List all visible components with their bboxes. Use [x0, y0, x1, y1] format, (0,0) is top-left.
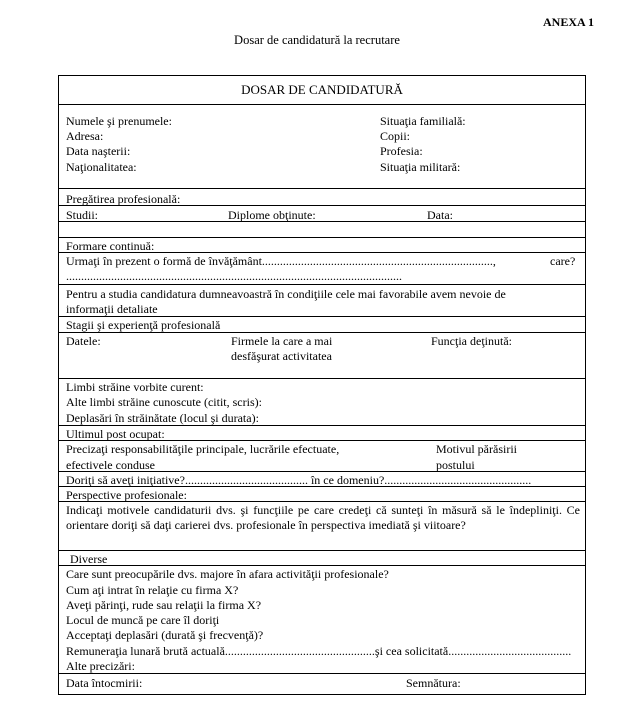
info-note-line1: Pentru a studia candidatura dumneavoastră în condiţiile cele mai favorabile avem nevoie de [66, 287, 506, 301]
field-birth-date: Data naşterii: [66, 144, 131, 158]
divider [59, 565, 585, 566]
divider [59, 550, 585, 551]
divider [59, 237, 585, 238]
field-address: Adresa: [66, 129, 104, 143]
field-last-position: Ultimul post ocupat: [66, 427, 165, 441]
divider [59, 425, 585, 426]
question-contact: Cum aţi intrat în relaţie cu firma X? [66, 583, 239, 597]
field-profession: Profesia: [380, 144, 423, 158]
field-leaving-reason-line1: Motivul părăsirii [436, 442, 517, 456]
field-nationality: Naţionalitatea: [66, 160, 137, 174]
section-experience: Stagii şi experienţă profesională [66, 318, 221, 332]
section-continuing-education: Formare continuă: [66, 239, 155, 253]
field-studies: Studii: [66, 208, 99, 222]
field-date: Data: [427, 208, 453, 222]
divider [59, 471, 585, 472]
divider [59, 252, 585, 253]
field-leaving-reason-line2: postului [436, 458, 475, 472]
field-companies-line2: desfăşurat activitatea [231, 349, 332, 363]
field-initiatives: Doriţi să aveţi iniţiative?......................................... în ce domeniu?................................................. [66, 473, 532, 487]
field-signature: Semnătura: [406, 676, 461, 690]
dotted-line: ................................................................................................................ [66, 269, 402, 283]
section-miscellaneous: Diverse [70, 552, 108, 566]
question-interests: Care sunt preocupările dvs. majore în afara activităţii profesionale? [66, 567, 389, 581]
section-career-perspectives: Perspective profesionale: [66, 488, 187, 502]
field-other-languages: Alte limbi străine cunoscute (citit, scris): [66, 395, 262, 409]
field-dates: Datele: [66, 334, 101, 348]
divider [59, 378, 585, 379]
divider [59, 316, 585, 317]
divider [59, 332, 585, 333]
field-which: care? [550, 254, 576, 268]
section-training: Pregătirea profesională: [66, 192, 181, 206]
divider [59, 486, 585, 487]
form-title: DOSAR DE CANDIDATURĂ [59, 76, 585, 105]
field-languages-spoken: Limbi străine vorbite curent: [66, 380, 204, 394]
question-salary: Remuneraţia lunară brută actuală..................................................şi cea solicitată......................................... [66, 644, 572, 658]
question-desired-workplace: Locul de muncă pe care îl doriţi [66, 613, 220, 627]
field-position-held: Funcţia deţinută: [431, 334, 512, 348]
divider [59, 205, 585, 206]
annex-label: ANEXA 1 [542, 15, 594, 29]
field-marital-status: Situaţia familială: [380, 114, 466, 128]
divider [59, 221, 585, 222]
field-name: Numele şi prenumele: [66, 114, 172, 128]
field-date-drawn-up: Data întocmirii: [66, 676, 143, 690]
page-subtitle: Dosar de candidatură la recrutare [234, 33, 400, 47]
field-companies-line1: Firmele la care a mai [231, 334, 333, 348]
info-note-line2: informaţii detaliate [66, 302, 158, 316]
candidacy-form [58, 75, 586, 695]
divider [59, 501, 585, 502]
question-relatives: Aveţi părinţi, rude sau relaţii la firma X? [66, 598, 262, 612]
field-responsibilities-line2: efectivele conduse [66, 458, 155, 472]
perspectives-text: Indicaţi motivele candidaturii dvs. şi funcţiile pe care credeţi că sunteţi în măsură să le îndepliniţi. Ce orientare doriţi să daţi carierei dvs. profesionale în perspectiva imediată şi viitoare? [66, 503, 580, 532]
field-travels-abroad: Deplasări în străinătate (locul şi durata): [66, 411, 259, 425]
field-diplomas: Diplome obţinute: [228, 208, 316, 222]
field-current-education: Urmaţi în prezent o formă de învăţământ............................................................................., [66, 254, 496, 268]
question-travel: Acceptaţi deplasări (durată şi frecvenţă)? [66, 628, 264, 642]
divider [59, 440, 585, 441]
field-children: Copii: [380, 129, 411, 143]
field-other-details: Alte precizări: [66, 659, 135, 673]
divider [59, 673, 585, 674]
divider [59, 188, 585, 189]
field-military-status: Situaţia militară: [380, 160, 461, 174]
field-responsibilities-line1: Precizaţi responsabilităţile principale, lucrările efectuate, [66, 442, 340, 456]
divider [59, 284, 585, 285]
